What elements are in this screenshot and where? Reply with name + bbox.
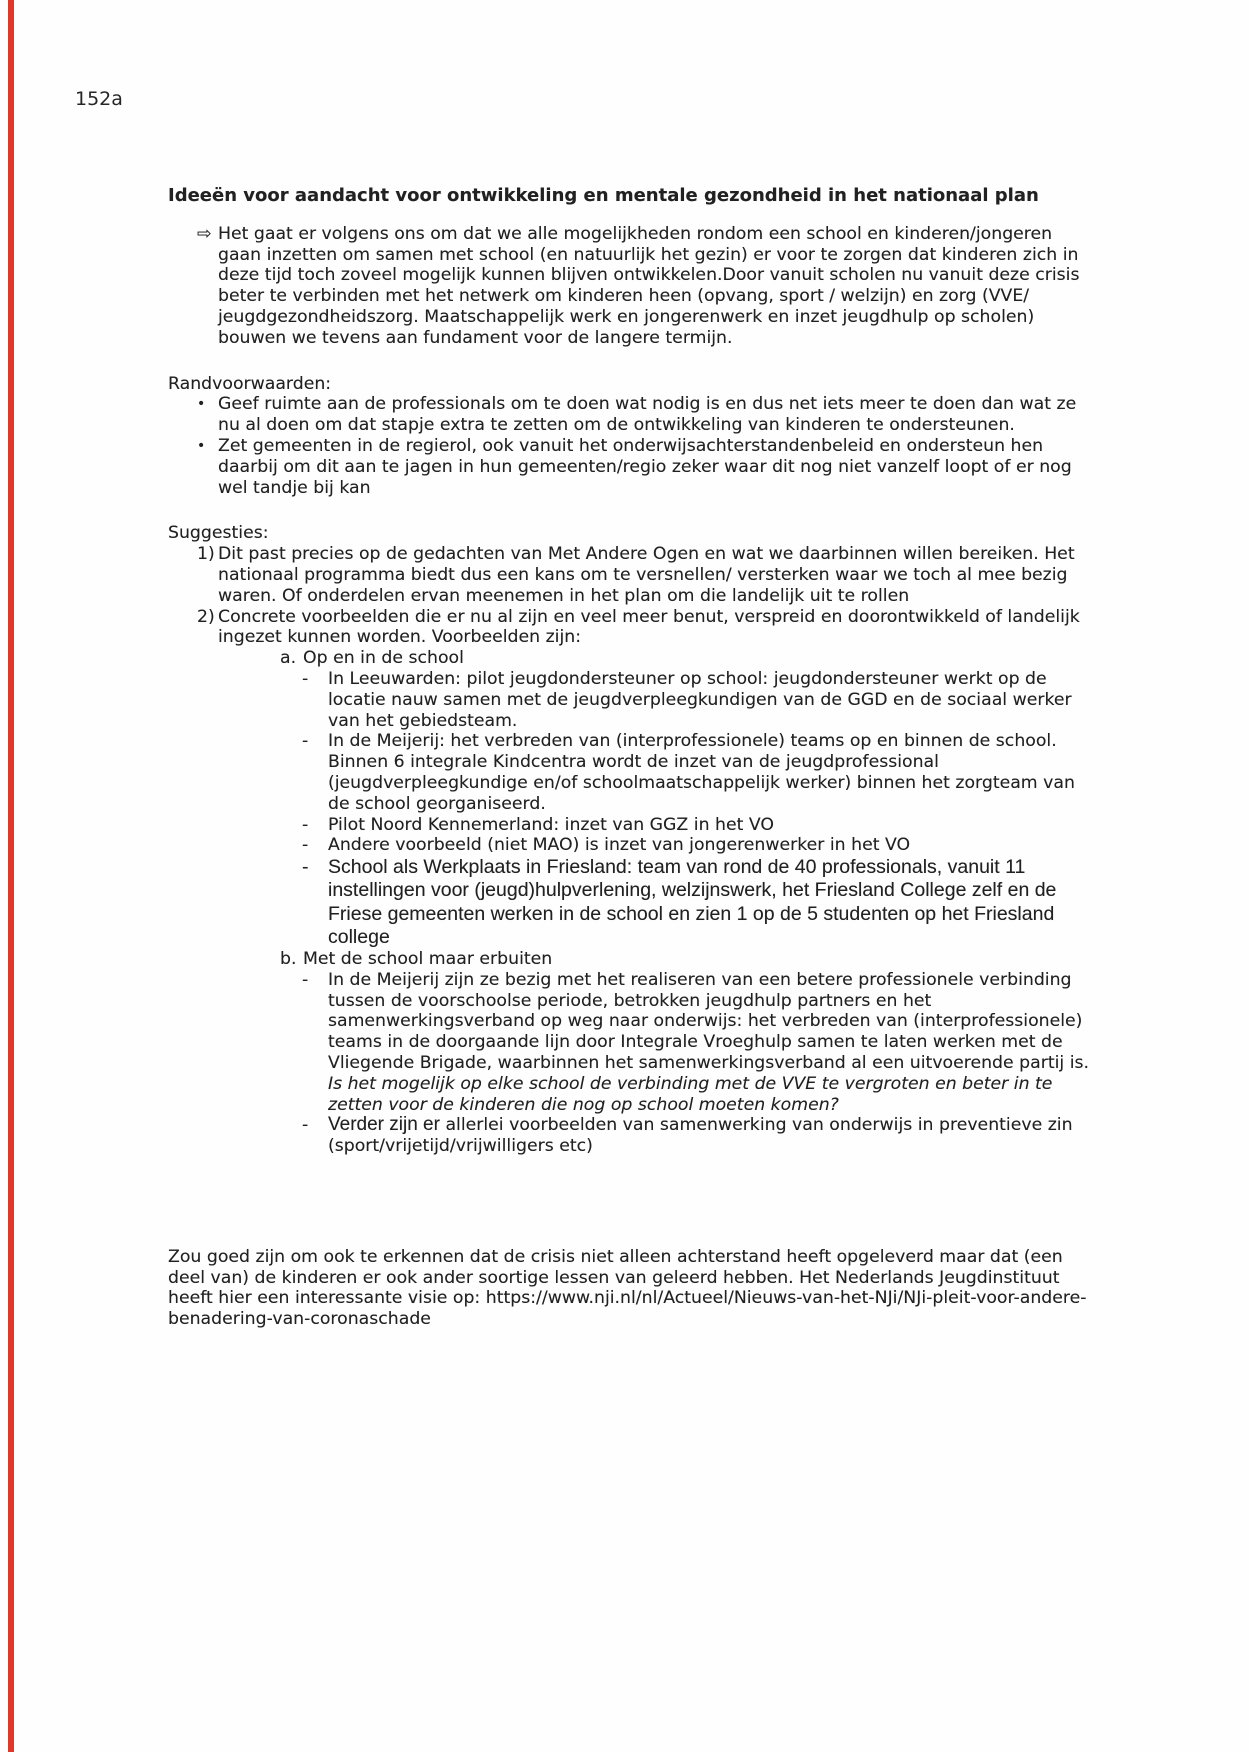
scan-edge-line bbox=[8, 0, 14, 1752]
suggesties-label: Suggesties: bbox=[168, 523, 269, 544]
dash-icon: - bbox=[302, 856, 309, 879]
document-content bbox=[168, 186, 1090, 1330]
dash-item-werkplaats-text: School als Werkplaats in Friesland: team van rond de 40 professionals, vanuit 11 instellingen voor (jeugd)hulpverlening, welzijnswerk, het Friesland College zelf en de Friese gemeenten werken in de school en zien 1 op de 5 studenten op het Friesland college bbox=[328, 856, 1057, 948]
list-letter: b. bbox=[280, 948, 297, 969]
dash-item-verder bbox=[168, 1115, 1090, 1157]
sub-item-b bbox=[168, 949, 1090, 970]
dash-item-meijerij-b-text: In de Meijerij zijn ze bezig met het realiseren van een betere professionele verbinding tussen de voorschoolse periode, betrokken jeugdhulp partners en het samenwerkingsverband op weg naar onderwijs: het verbreden van (interprofessionele) teams in de doorgaande lijn door Integrale Vroeghulp samen te laten werken met de Vliegende Brigade, waarbinnen het samenwerkingsverband al een uitvoerende partij is. bbox=[328, 969, 1089, 1073]
sub-item-b-label: Met de school maar erbuiten bbox=[303, 948, 553, 969]
closing-paragraph: Zou goed zijn om ook te erkennen dat de crisis niet alleen achterstand heeft opgeleverd maar dat (een deel van) de kinderen er ook ander soortige lessen van geleerd hebben. Het Nederlands Jeugdinstituut heeft hier een interessante visie op: https://www.nji.nl/nl/Actueel/Nieuws-van-het-NJi/NJi-pleit-voor-andere-benadering-van-coronaschade bbox=[168, 1246, 1087, 1330]
dash-item-werkplaats bbox=[168, 856, 1090, 949]
suggestie-item-2-text: Concrete voorbeelden die er nu al zijn en veel meer benut, verspreid en doorontwikkeld of landelijk ingezet kunnen worden. Voorbeelden zijn: bbox=[218, 606, 1080, 648]
suggestie-item-1-text: Dit past precies op de gedachten van Met Andere Ogen en wat we daarbinnen willen bereiken. Het nationaal programma biedt dus een kans om te versnellen/ versterken waar we toch al mee bezig waren. Of onderdelen ervan meenemen in het plan om die landelijk uit te rollen bbox=[218, 544, 1075, 606]
dash-item-meijerij-b bbox=[168, 970, 1090, 1116]
dash-icon: - bbox=[302, 969, 309, 990]
suggestie-item-1 bbox=[168, 544, 1090, 606]
dash-item-leeuwarden bbox=[168, 669, 1090, 731]
list-number: 2) bbox=[197, 606, 215, 627]
dash-item-verder-lead: Verder zijn er bbox=[328, 1114, 440, 1136]
intro-text: Het gaat er volgens ons om dat we alle mogelijkheden rondom een school en kinderen/jongeren gaan inzetten om samen met school (en natuurlijk het gezin) er voor te zorgen dat kinderen zich in deze tijd toch zoveel mogelijk kunnen blijven ontwikkelen.Door vanuit scholen nu vanuit deze crisis beter te verbinden met het netwerk om kinderen heen (opvang, sport / welzijn) en zorg (VVE/ jeugdgezondheidszorg. Maatschappelijk werk en jongerenwerk en inzet jeugdhulp op scholen) bouwen we tevens aan fundament voor de langere termijn. bbox=[218, 223, 1080, 348]
list-number: 1) bbox=[197, 544, 215, 565]
bullet-icon: • bbox=[197, 437, 206, 454]
dash-item-jongerenwerker-text: Andere voorbeeld (niet MAO) is inzet van jongerenwerker in het VO bbox=[328, 835, 911, 856]
randvoorwaarden-item-1 bbox=[168, 394, 1090, 436]
page-number: 152a bbox=[75, 88, 123, 110]
document-title: Ideeën voor aandacht voor ontwikkeling en mentale gezondheid in het nationaal plan bbox=[168, 185, 1039, 206]
dash-item-meijerij-text: In de Meijerij: het verbreden van (interprofessionele) teams op en binnen de school. Binnen 6 integrale Kindcentra wordt de inzet van de jeugdprofessional (jeugdverpleegkundige en/of schoolmaatschappelijk werker) binnen het zorgteam van de school georganiseerd. bbox=[328, 731, 1075, 814]
dash-item-verder-rest: allerlei voorbeelden van samenwerking van onderwijs in preventieve zin (sport/vrijetijd/vrijwilligers etc) bbox=[328, 1115, 1073, 1157]
intro-paragraph bbox=[168, 224, 1090, 349]
dash-icon: - bbox=[302, 814, 309, 835]
dash-icon: - bbox=[302, 668, 309, 689]
dash-icon: - bbox=[302, 731, 309, 752]
randvoorwaarden-label: Randvoorwaarden: bbox=[168, 373, 332, 394]
arrow-bullet-icon: ⇨ bbox=[197, 223, 212, 244]
suggestie-item-2 bbox=[168, 607, 1090, 649]
dash-item-jongerenwerker bbox=[168, 835, 1090, 856]
dash-icon: - bbox=[302, 835, 309, 856]
dash-item-leeuwarden-text: In Leeuwarden: pilot jeugdondersteuner op school: jeugdondersteuner werkt op de locatie nauw samen met de jeugdverpleegkundigen van de GGD en de sociaal werker van het gebiedsteam. bbox=[328, 668, 1072, 731]
sub-item-a bbox=[168, 648, 1090, 669]
dash-item-kennemerland bbox=[168, 815, 1090, 836]
dash-item-meijerij-b-italic-question: Is het mogelijk op elke school de verbinding met de VVE te vergroten en beter in te zetten voor de kinderen die nog op school moeten komen? bbox=[328, 1073, 1053, 1115]
randvoorwaarden-item-2 bbox=[168, 436, 1090, 498]
bullet-icon: • bbox=[197, 396, 206, 413]
list-letter: a. bbox=[280, 648, 297, 669]
dash-icon: - bbox=[302, 1115, 309, 1136]
dash-item-meijerij bbox=[168, 731, 1090, 814]
randvoorwaarden-item-2-text: Zet gemeenten in de regierol, ook vanuit het onderwijsachterstandenbeleid en ondersteun hen daarbij om dit aan te jagen in hun gemeenten/regio zeker waar dit nog niet vanzelf loopt of er nog wel tandje bij kan bbox=[218, 435, 1072, 498]
sub-item-a-label: Op en in de school bbox=[303, 648, 464, 669]
dash-item-kennemerland-text: Pilot Noord Kennemerland: inzet van GGZ in het VO bbox=[328, 814, 774, 835]
randvoorwaarden-item-1-text: Geef ruimte aan de professionals om te doen wat nodig is en dus net iets meer te doen dan wat ze nu al doen om dat stapje extra te zetten om de ontwikkeling van kinderen te ondersteunen. bbox=[218, 394, 1077, 436]
